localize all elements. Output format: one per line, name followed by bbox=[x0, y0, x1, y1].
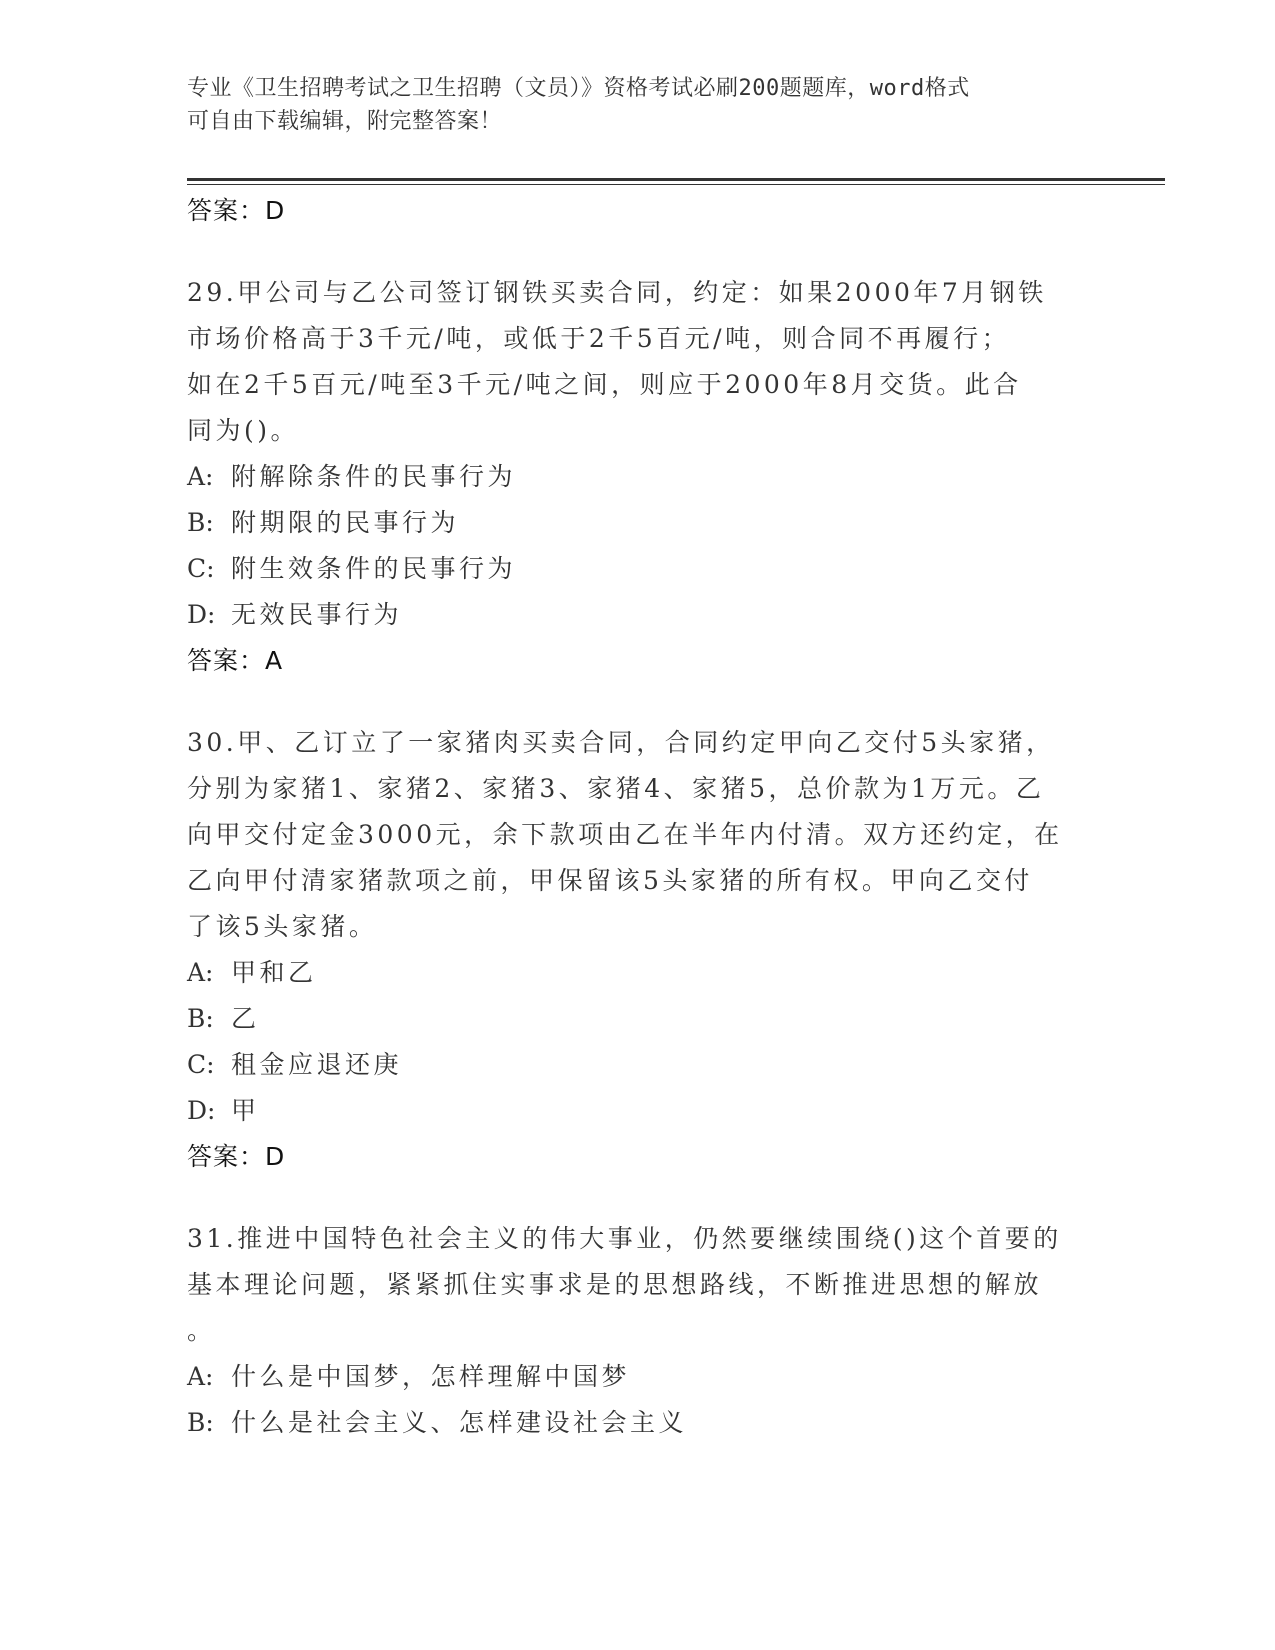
question-31-line: 基本理论问题，紧紧抓住实事求是的思想路线，不断推进思想的解放 bbox=[187, 1270, 1043, 1299]
question-29-line: 市场价格高于3千元/吨，或低于2千5百元/吨，则合同不再履行； bbox=[187, 324, 1011, 353]
header-line-2: 可自由下载编辑，附完整答案！ bbox=[187, 109, 503, 134]
option-text: 附解除条件的民事行为 bbox=[231, 462, 517, 491]
option-b bbox=[187, 996, 1087, 1042]
question-31-line: 。 bbox=[187, 1316, 216, 1345]
question-30-options bbox=[187, 950, 1087, 1134]
question-30 bbox=[187, 720, 1087, 950]
option-text: 乙 bbox=[231, 1004, 260, 1033]
question-29-line: 同为()。 bbox=[187, 416, 300, 445]
question-29-options bbox=[187, 454, 1087, 638]
option-a bbox=[187, 1354, 1087, 1400]
question-30-line: 向甲交付定金3000元，余下款项由乙在半年内付清。双方还约定，在 bbox=[187, 820, 1063, 849]
answer-28: 答案：D bbox=[187, 196, 286, 225]
option-letter: A: bbox=[187, 462, 214, 491]
question-30-line: 30.甲、乙订立了一家猪肉买卖合同，合同约定甲向乙交付5头家猪， bbox=[187, 728, 1055, 757]
question-30-line: 乙向甲付清家猪款项之前，甲保留该5头家猪的所有权。甲向乙交付 bbox=[187, 866, 1033, 895]
option-a bbox=[187, 950, 1087, 996]
option-d bbox=[187, 592, 1087, 638]
option-letter: B: bbox=[187, 1004, 214, 1033]
question-30-line: 分别为家猪1、家猪2、家猪3、家猪4、家猪5，总价款为1万元。乙 bbox=[187, 774, 1045, 803]
option-text: 甲和乙 bbox=[231, 958, 317, 987]
answer-30: 答案：D bbox=[187, 1142, 286, 1171]
option-letter: B: bbox=[187, 1408, 214, 1437]
page-content bbox=[187, 188, 1087, 1446]
option-letter: D: bbox=[187, 600, 216, 629]
option-b bbox=[187, 500, 1087, 546]
option-text: 租金应退还庚 bbox=[231, 1050, 403, 1079]
option-text: 附期限的民事行为 bbox=[231, 508, 460, 537]
document-header bbox=[187, 72, 1067, 138]
option-letter: D: bbox=[187, 1096, 216, 1125]
option-letter: C: bbox=[187, 1050, 215, 1079]
option-letter: B: bbox=[187, 508, 214, 537]
option-letter: A: bbox=[187, 1362, 214, 1391]
header-line-1: 专业《卫生招聘考试之卫生招聘（文员）》资格考试必刷200题题库，word格式 bbox=[187, 76, 970, 101]
answer-29: 答案：A bbox=[187, 646, 284, 675]
option-d bbox=[187, 1088, 1087, 1134]
option-letter: A: bbox=[187, 958, 214, 987]
option-text: 什么是中国梦，怎样理解中国梦 bbox=[231, 1362, 631, 1391]
option-a bbox=[187, 454, 1087, 500]
header-rule-thick bbox=[187, 178, 1165, 181]
question-29-line: 29.甲公司与乙公司签订钢铁买卖合同，约定：如果2000年7月钢铁 bbox=[187, 278, 1047, 307]
option-text: 无效民事行为 bbox=[231, 600, 403, 629]
option-letter: C: bbox=[187, 554, 215, 583]
option-text: 附生效条件的民事行为 bbox=[231, 554, 517, 583]
question-31-options bbox=[187, 1354, 1087, 1446]
option-c bbox=[187, 1042, 1087, 1088]
option-c bbox=[187, 546, 1087, 592]
question-29-line: 如在2千5百元/吨至3千元/吨之间，则应于2000年8月交货。此合 bbox=[187, 370, 1022, 399]
question-31 bbox=[187, 1216, 1087, 1354]
option-b bbox=[187, 1400, 1087, 1446]
option-text: 甲 bbox=[231, 1096, 260, 1125]
option-text: 什么是社会主义、怎样建设社会主义 bbox=[231, 1408, 688, 1437]
question-30-line: 了该5头家猪。 bbox=[187, 912, 378, 941]
question-29 bbox=[187, 270, 1087, 454]
header-rule-thin bbox=[187, 184, 1165, 185]
question-31-line: 31.推进中国特色社会主义的伟大事业，仍然要继续围绕()这个首要的 bbox=[187, 1224, 1062, 1253]
